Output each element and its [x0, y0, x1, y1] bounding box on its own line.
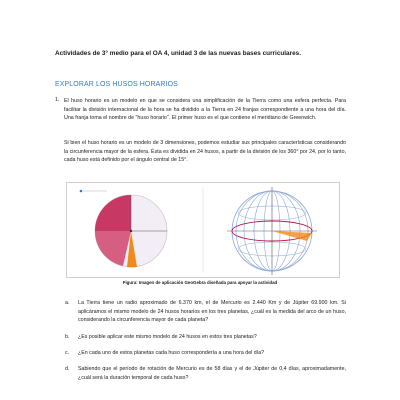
- question-a: [65, 299, 346, 325]
- figure-illustration: [67, 183, 339, 277]
- item-paragraph-2: Si bien el huso horario es un modelo de 3 dimensiones, podemos estudiar sus principales características considerando la circunferencia mayor de la esfera. Ésta es dividida en 24 husos, a partir de la división de los 360° por 24, por lo tanto, cada huso está definido por el ángulo central de 15°.: [64, 140, 346, 164]
- question-c: [65, 349, 346, 358]
- item-paragraph-1: El huso horario es un modelo en que se considera una simplificación de la Tierra como una esfera perfecta. Para facilitar la división internacional de la hora se ha dividido a la Tierra en 24 franjas correspondiente a una hora del día. Una franja toma el nombre de "huso horario". El primer huso es el que contiene el meridiano de Greenwich.: [64, 98, 346, 122]
- question-text: ¿Es posible aplicar este mismo modelo de 24 husos en estos tres planetas?: [78, 334, 257, 340]
- question-d: [65, 365, 346, 382]
- question-letter: a.: [65, 300, 70, 306]
- section-title: EXPLORAR LOS HUSOS HORARIOS: [55, 81, 178, 88]
- question-text: La Tierra tiene un radio aproximado de 6.370 km, el de Mercurio es 2.440 Km y de Júpiter 69.900 km. Si aplicáramos el mismo modelo de 24 husos horarios en los tres planetas, ¿cuál es la medida del arco de un huso, considerando la circunferencia mayor de cada planeta?: [78, 300, 346, 324]
- question-text: Sabiendo que el período de rotación de Mercurio es de 58 días y el de Júpiter de 0,4 días, aproximadamente, ¿cuál será la duración temporal de cada huso?: [78, 366, 346, 381]
- question-letter: d.: [65, 366, 70, 372]
- question-letter: b.: [65, 334, 70, 340]
- question-text: ¿En cada uno de estos planetas cada huso correspondería a una hora del día?: [78, 350, 265, 356]
- page-heading: Actividades de 3° medio para el OA 4, unidad 3 de las nuevas bases curriculares.: [55, 50, 301, 57]
- item-number: 1.: [55, 97, 60, 103]
- figure-caption: Figura: Imagen de aplicación GeoGebra diseñada para apoyar la actividad: [122, 280, 278, 285]
- question-letter: c.: [65, 350, 70, 356]
- geogebra-figure: [66, 182, 340, 278]
- question-b: [65, 333, 346, 342]
